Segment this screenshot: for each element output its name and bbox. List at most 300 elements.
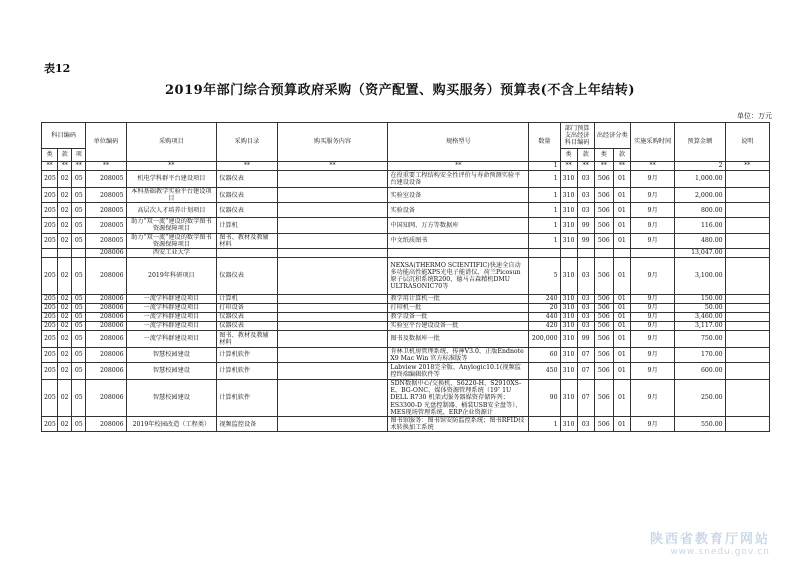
cell-qty: 240 bbox=[529, 294, 560, 303]
cell-dept-kuan: 99 bbox=[577, 330, 594, 347]
cell-gov-kuan: 01 bbox=[613, 303, 630, 312]
cell-spec bbox=[388, 248, 529, 257]
cell-amount: 550.00 bbox=[675, 417, 725, 432]
cell-amount: 250.00 bbox=[675, 380, 725, 417]
cell-xiang: 05 bbox=[72, 363, 86, 380]
marker-cell: ** bbox=[388, 162, 529, 171]
cell-catalog: 计算机软件 bbox=[217, 347, 277, 362]
cell-dept-kuan: 99 bbox=[577, 233, 594, 248]
cell-time: 9月 bbox=[630, 417, 674, 432]
cell-dept-lei: 310 bbox=[560, 363, 577, 380]
cell-gov-kuan: 01 bbox=[613, 257, 630, 294]
cell-unit-code: 208005 bbox=[86, 218, 126, 233]
cell-project: 一流学科群建设项目 bbox=[126, 321, 217, 330]
cell-gov-lei: 506 bbox=[594, 347, 613, 362]
cell-unit-code: 208006 bbox=[86, 312, 126, 321]
cell-gov-lei: 506 bbox=[594, 257, 613, 294]
cell-project: 2019年科研项目 bbox=[126, 257, 217, 294]
cell-service bbox=[277, 188, 388, 203]
cell-note bbox=[725, 321, 769, 330]
cell-dept-lei: 310 bbox=[560, 218, 577, 233]
cell-spec: 中国知网、万方等数据库 bbox=[388, 218, 529, 233]
cell-time bbox=[630, 248, 674, 257]
cell-unit-code: 208006 bbox=[86, 347, 126, 362]
cell-unit-code: 208006 bbox=[86, 257, 126, 294]
cell-project: 一流学科群建设项目 bbox=[126, 303, 217, 312]
cell-time: 9月 bbox=[630, 347, 674, 362]
cell-gov-lei: 506 bbox=[594, 233, 613, 248]
marker-cell: ** bbox=[725, 162, 769, 171]
cell-dept-kuan: 07 bbox=[577, 380, 594, 417]
cell-qty: 90 bbox=[529, 380, 560, 417]
cell-unit-code: 208006 bbox=[86, 294, 126, 303]
cell-gov-kuan: 01 bbox=[613, 330, 630, 347]
cell-dept-lei: 310 bbox=[560, 257, 577, 294]
cell-dept-kuan: 03 bbox=[577, 312, 594, 321]
cell-dept-lei bbox=[560, 248, 577, 257]
cell-gov-kuan: 01 bbox=[613, 347, 630, 362]
cell-xiang: 05 bbox=[72, 188, 86, 203]
cell-lei: 205 bbox=[42, 303, 58, 312]
cell-time: 9月 bbox=[630, 380, 674, 417]
cell-lei: 205 bbox=[42, 257, 58, 294]
cell-amount: 3,117.00 bbox=[675, 321, 725, 330]
cell-dept-lei: 310 bbox=[560, 233, 577, 248]
table-row bbox=[42, 303, 770, 312]
cell-dept-kuan bbox=[577, 248, 594, 257]
cell-note bbox=[725, 417, 769, 432]
table-body bbox=[42, 171, 770, 432]
cell-lei bbox=[42, 248, 58, 257]
cell-gov-lei: 506 bbox=[594, 188, 613, 203]
cell-lei: 205 bbox=[42, 380, 58, 417]
cell-project: 本科基础教学实验平台建设项目 bbox=[126, 188, 217, 203]
cell-spec: 实验室设备 bbox=[388, 188, 529, 203]
cell-spec: SDN数据中心/交换机、S6220-H、S2910XS-E、BG-ONC、媒体资源管理系统（19″ 1U DELL R730 机架式服务器媒资存储阵列；ES3300-D 光盘控制器、桶装USB安全盘等）、MES现场管理系统、ERP企业资源计 bbox=[388, 380, 529, 417]
cell-service bbox=[277, 171, 388, 188]
cell-project: 智慧校园建设 bbox=[126, 380, 217, 417]
cell-unit-code: 208006 bbox=[86, 321, 126, 330]
cell-dept-kuan: 03 bbox=[577, 203, 594, 218]
cell-gov-lei: 506 bbox=[594, 294, 613, 303]
cell-service bbox=[277, 218, 388, 233]
cell-dept-kuan: 03 bbox=[577, 303, 594, 312]
cell-dept-kuan: 03 bbox=[577, 257, 594, 294]
cell-note bbox=[725, 303, 769, 312]
cell-time: 9月 bbox=[630, 233, 674, 248]
marker-cell: ** bbox=[277, 162, 388, 171]
cell-amount: 800.00 bbox=[675, 203, 725, 218]
cell-time: 9月 bbox=[630, 188, 674, 203]
cell-gov-kuan: 01 bbox=[613, 188, 630, 203]
cell-unit-code: 208006 bbox=[86, 363, 126, 380]
cell-spec: 肯林卫机房管理系统、传神V3.0、正版Endnote X9 Mac Win 官方标准版等 bbox=[388, 347, 529, 362]
cell-qty: 1 bbox=[529, 218, 560, 233]
marker-cell: ** bbox=[126, 162, 217, 171]
cell-qty: 1 bbox=[529, 188, 560, 203]
table-row bbox=[42, 380, 770, 417]
cell-kuan: 02 bbox=[58, 203, 72, 218]
cell-kuan: 02 bbox=[58, 294, 72, 303]
cell-unit-code: 208005 bbox=[86, 233, 126, 248]
cell-gov-lei: 506 bbox=[594, 321, 613, 330]
site-watermark bbox=[650, 528, 770, 557]
cell-catalog: 仪器仪表 bbox=[217, 188, 277, 203]
header-spec: 规格型号 bbox=[388, 123, 529, 162]
cell-qty: 1 bbox=[529, 171, 560, 188]
cell-project: 助力“双一流”建设的数字图书资源保障项目 bbox=[126, 218, 217, 233]
cell-catalog: 图书、教材及教辅材料 bbox=[217, 233, 277, 248]
cell-gov-kuan: 01 bbox=[613, 312, 630, 321]
cell-note bbox=[725, 248, 769, 257]
cell-kuan: 02 bbox=[58, 303, 72, 312]
cell-kuan: 02 bbox=[58, 257, 72, 294]
cell-project: 一流学科群建设项目 bbox=[126, 294, 217, 303]
cell-xiang: 05 bbox=[72, 321, 86, 330]
cell-unit-code: 208006 bbox=[86, 380, 126, 417]
cell-time: 9月 bbox=[630, 203, 674, 218]
cell-xiang: 05 bbox=[72, 294, 86, 303]
cell-xiang: 05 bbox=[72, 380, 86, 417]
cell-amount: 480.00 bbox=[675, 233, 725, 248]
cell-amount: 750.00 bbox=[675, 330, 725, 347]
table-row bbox=[42, 321, 770, 330]
cell-catalog: 仪器仪表 bbox=[217, 257, 277, 294]
cell-xiang bbox=[72, 248, 86, 257]
cell-note bbox=[725, 347, 769, 362]
cell-amount: 170.00 bbox=[675, 347, 725, 362]
header-subject-code: 科目编码 bbox=[42, 123, 86, 149]
header-lei: 类 bbox=[42, 149, 58, 162]
cell-service bbox=[277, 294, 388, 303]
cell-project: 助力“双一流”建设的数字图书资源保障项目 bbox=[126, 233, 217, 248]
cell-catalog: 打印设备 bbox=[217, 303, 277, 312]
cell-catalog: 仪器仪表 bbox=[217, 171, 277, 188]
cell-lei: 205 bbox=[42, 188, 58, 203]
marker-cell: ** bbox=[594, 162, 613, 171]
cell-spec: 图书及数据库一批 bbox=[388, 330, 529, 347]
header-gov-kuan: 款 bbox=[613, 149, 630, 162]
cell-dept-lei: 310 bbox=[560, 347, 577, 362]
cell-service bbox=[277, 363, 388, 380]
header-note: 说明 bbox=[725, 123, 769, 162]
cell-spec: 打印机一批 bbox=[388, 303, 529, 312]
cell-lei: 205 bbox=[42, 363, 58, 380]
cell-xiang: 05 bbox=[72, 347, 86, 362]
cell-catalog: 仪器仪表 bbox=[217, 203, 277, 218]
cell-unit-code: 208006 bbox=[86, 248, 126, 257]
cell-time: 9月 bbox=[630, 363, 674, 380]
cell-project: 高层次人才培养计划项目 bbox=[126, 203, 217, 218]
watermark-name: 陕西省教育厅网站 bbox=[649, 532, 770, 547]
cell-lei: 205 bbox=[42, 347, 58, 362]
marker-cell: 1 bbox=[529, 162, 560, 171]
cell-qty: 440 bbox=[529, 312, 560, 321]
cell-spec: 图书馆服务：图书馆安防监控系统；图书RFID技术转换加工系统 bbox=[388, 417, 529, 432]
cell-qty: 1 bbox=[529, 203, 560, 218]
table-row bbox=[42, 171, 770, 188]
cell-dept-lei: 310 bbox=[560, 294, 577, 303]
cell-catalog: 计算机 bbox=[217, 218, 277, 233]
table-row bbox=[42, 203, 770, 218]
cell-time: 9月 bbox=[630, 218, 674, 233]
cell-service bbox=[277, 203, 388, 218]
marker-cell: ** bbox=[577, 162, 594, 171]
cell-kuan: 02 bbox=[58, 347, 72, 362]
cell-amount: 116.00 bbox=[675, 218, 725, 233]
cell-amount: 3,100.00 bbox=[675, 257, 725, 294]
cell-kuan: 02 bbox=[58, 417, 72, 432]
cell-service bbox=[277, 257, 388, 294]
summary-row bbox=[42, 248, 770, 257]
cell-dept-lei: 310 bbox=[560, 188, 577, 203]
cell-qty: 420 bbox=[529, 321, 560, 330]
cell-spec: Labview 2018完全版、Anylogic10.1(视频监控终端编辑软件等 bbox=[388, 363, 529, 380]
cell-kuan: 02 bbox=[58, 233, 72, 248]
cell-spec: 实验设备 bbox=[388, 203, 529, 218]
cell-kuan: 02 bbox=[58, 218, 72, 233]
cell-gov-kuan: 01 bbox=[613, 363, 630, 380]
header-catalog: 采购目录 bbox=[217, 123, 277, 162]
cell-dept-lei: 310 bbox=[560, 203, 577, 218]
cell-xiang: 05 bbox=[72, 171, 86, 188]
header-unit-code: 单位编码 bbox=[86, 123, 126, 162]
cell-project: 一流学科群建设项目 bbox=[126, 312, 217, 321]
header-amount: 预算金额 bbox=[675, 123, 725, 162]
cell-gov-lei: 506 bbox=[594, 171, 613, 188]
cell-dept-lei: 310 bbox=[560, 312, 577, 321]
cell-qty: 60 bbox=[529, 347, 560, 362]
cell-service bbox=[277, 233, 388, 248]
cell-amount: 3,460.00 bbox=[675, 312, 725, 321]
cell-dept-lei: 310 bbox=[560, 417, 577, 432]
cell-service bbox=[277, 380, 388, 417]
cell-gov-kuan: 01 bbox=[613, 417, 630, 432]
marker-cell: ** bbox=[42, 162, 58, 171]
cell-project: 2019年校园改造（工程类） bbox=[126, 417, 217, 432]
cell-kuan bbox=[58, 248, 72, 257]
table-row bbox=[42, 233, 770, 248]
cell-catalog: 视频监控设备 bbox=[217, 417, 277, 432]
cell-gov-lei: 506 bbox=[594, 417, 613, 432]
marker-cell: ** bbox=[560, 162, 577, 171]
header-dept-code: 部门预算支出经济科目编码 bbox=[560, 123, 594, 149]
cell-xiang: 05 bbox=[72, 312, 86, 321]
cell-gov-lei: 506 bbox=[594, 203, 613, 218]
marker-cell: ** bbox=[630, 162, 674, 171]
cell-spec: 教学用计算机一批 bbox=[388, 294, 529, 303]
header-kuan: 款 bbox=[58, 149, 72, 162]
cell-qty: 20 bbox=[529, 303, 560, 312]
cell-gov-kuan: 01 bbox=[613, 171, 630, 188]
cell-note bbox=[725, 257, 769, 294]
cell-time: 9月 bbox=[630, 171, 674, 188]
cell-unit-code: 208005 bbox=[86, 203, 126, 218]
table-row bbox=[42, 294, 770, 303]
cell-note bbox=[725, 312, 769, 321]
marker-cell: ** bbox=[217, 162, 277, 171]
table-row bbox=[42, 218, 770, 233]
table-number-label: 表12 bbox=[44, 62, 71, 75]
cell-qty bbox=[529, 248, 560, 257]
cell-service bbox=[277, 347, 388, 362]
cell-unit-code: 208006 bbox=[86, 330, 126, 347]
header-dept-kuan: 款 bbox=[577, 149, 594, 162]
header-gov-lei: 类 bbox=[594, 149, 613, 162]
cell-kuan: 02 bbox=[58, 380, 72, 417]
cell-note bbox=[725, 218, 769, 233]
cell-gov-kuan: 01 bbox=[613, 233, 630, 248]
marker-cell: ** bbox=[86, 162, 126, 171]
table-row bbox=[42, 363, 770, 380]
table-row bbox=[42, 417, 770, 432]
cell-kuan: 02 bbox=[58, 363, 72, 380]
cell-kuan: 02 bbox=[58, 330, 72, 347]
cell-dept-kuan: 03 bbox=[577, 188, 594, 203]
cell-kuan: 02 bbox=[58, 312, 72, 321]
cell-note bbox=[725, 171, 769, 188]
cell-gov-kuan bbox=[613, 248, 630, 257]
cell-qty: 1 bbox=[529, 417, 560, 432]
table-row bbox=[42, 330, 770, 347]
cell-spec: 教学设备一批 bbox=[388, 312, 529, 321]
cell-catalog: 仪器仪表 bbox=[217, 312, 277, 321]
header-project: 采购项目 bbox=[126, 123, 217, 162]
cell-time: 9月 bbox=[630, 330, 674, 347]
marker-cell: 2 bbox=[675, 162, 725, 171]
cell-time: 9月 bbox=[630, 312, 674, 321]
cell-gov-lei bbox=[594, 248, 613, 257]
cell-time: 9月 bbox=[630, 257, 674, 294]
marker-row bbox=[42, 162, 770, 171]
cell-project: 西安工业大学 bbox=[126, 248, 217, 257]
cell-xiang: 05 bbox=[72, 303, 86, 312]
cell-xiang: 05 bbox=[72, 330, 86, 347]
cell-amount: 2,000.00 bbox=[675, 188, 725, 203]
cell-catalog: 图书、教材及教辅材料 bbox=[217, 330, 277, 347]
cell-dept-kuan: 03 bbox=[577, 321, 594, 330]
cell-service bbox=[277, 330, 388, 347]
cell-catalog: 计算机 bbox=[217, 294, 277, 303]
cell-gov-kuan: 01 bbox=[613, 380, 630, 417]
watermark-url: www.snedu.gov.cn bbox=[670, 547, 770, 557]
procurement-budget-table bbox=[41, 122, 770, 432]
cell-gov-lei: 506 bbox=[594, 330, 613, 347]
cell-xiang: 05 bbox=[72, 203, 86, 218]
cell-lei: 205 bbox=[42, 417, 58, 432]
header-dept-lei: 类 bbox=[560, 149, 577, 162]
cell-unit-code: 208006 bbox=[86, 417, 126, 432]
cell-dept-kuan: 07 bbox=[577, 363, 594, 380]
cell-xiang: 05 bbox=[72, 417, 86, 432]
cell-qty: 450 bbox=[529, 363, 560, 380]
cell-amount: 600.00 bbox=[675, 363, 725, 380]
cell-dept-kuan: 07 bbox=[577, 347, 594, 362]
cell-dept-lei: 310 bbox=[560, 380, 577, 417]
table-header bbox=[42, 123, 770, 171]
cell-qty: 1 bbox=[529, 233, 560, 248]
cell-unit-code: 208005 bbox=[86, 188, 126, 203]
cell-amount: 1,000.00 bbox=[675, 171, 725, 188]
cell-catalog: 计算机软件 bbox=[217, 380, 277, 417]
cell-note bbox=[725, 363, 769, 380]
cell-note bbox=[725, 380, 769, 417]
cell-qty: 200,000 bbox=[529, 330, 560, 347]
cell-lei: 205 bbox=[42, 330, 58, 347]
cell-kuan: 02 bbox=[58, 188, 72, 203]
cell-dept-lei: 310 bbox=[560, 330, 577, 347]
header-qty: 数量 bbox=[529, 123, 560, 162]
cell-amount: 13,047.00 bbox=[675, 248, 725, 257]
cell-gov-kuan: 01 bbox=[613, 203, 630, 218]
cell-project: 智慧校园建设 bbox=[126, 363, 217, 380]
cell-xiang: 05 bbox=[72, 257, 86, 294]
cell-gov-lei: 506 bbox=[594, 363, 613, 380]
cell-lei: 205 bbox=[42, 294, 58, 303]
cell-gov-lei: 506 bbox=[594, 303, 613, 312]
cell-lei: 205 bbox=[42, 321, 58, 330]
cell-lei: 205 bbox=[42, 312, 58, 321]
unit-label: 单位：万元 bbox=[737, 112, 772, 120]
header-service: 购买服务内容 bbox=[277, 123, 388, 162]
cell-dept-kuan: 03 bbox=[577, 171, 594, 188]
table-row bbox=[42, 188, 770, 203]
cell-service bbox=[277, 417, 388, 432]
cell-dept-lei: 310 bbox=[560, 171, 577, 188]
cell-note bbox=[725, 233, 769, 248]
cell-dept-lei: 310 bbox=[560, 303, 577, 312]
header-time: 实施采购时间 bbox=[630, 123, 674, 162]
cell-lei: 205 bbox=[42, 233, 58, 248]
cell-amount: 150.00 bbox=[675, 294, 725, 303]
cell-spec: 实验室平台建设设备一批 bbox=[388, 321, 529, 330]
cell-lei: 205 bbox=[42, 171, 58, 188]
cell-kuan: 02 bbox=[58, 171, 72, 188]
cell-catalog: 仪器仪表 bbox=[217, 321, 277, 330]
cell-unit-code: 208005 bbox=[86, 171, 126, 188]
cell-gov-lei: 506 bbox=[594, 312, 613, 321]
cell-note bbox=[725, 294, 769, 303]
cell-note bbox=[725, 330, 769, 347]
cell-gov-kuan: 01 bbox=[613, 321, 630, 330]
cell-time: 9月 bbox=[630, 294, 674, 303]
cell-dept-kuan: 99 bbox=[577, 218, 594, 233]
header-xiang: 项 bbox=[72, 149, 86, 162]
cell-note bbox=[725, 203, 769, 218]
cell-catalog bbox=[217, 248, 277, 257]
cell-spec: 中文纸质图书 bbox=[388, 233, 529, 248]
marker-cell: ** bbox=[72, 162, 86, 171]
cell-qty: 5 bbox=[529, 257, 560, 294]
cell-amount: 50.00 bbox=[675, 303, 725, 312]
cell-service bbox=[277, 312, 388, 321]
cell-catalog: 计算机软件 bbox=[217, 363, 277, 380]
marker-cell: ** bbox=[613, 162, 630, 171]
cell-service bbox=[277, 248, 388, 257]
cell-gov-kuan: 01 bbox=[613, 294, 630, 303]
cell-service bbox=[277, 303, 388, 312]
cell-time: 9月 bbox=[630, 321, 674, 330]
cell-dept-kuan: 03 bbox=[577, 294, 594, 303]
table-row bbox=[42, 257, 770, 294]
cell-lei: 205 bbox=[42, 218, 58, 233]
cell-dept-kuan: 03 bbox=[577, 417, 594, 432]
cell-dept-lei: 310 bbox=[560, 321, 577, 330]
page-title: 2019年部门综合预算政府采购（资产配置、购买服务）预算表(不含上年结转) bbox=[165, 83, 635, 98]
cell-project: 一流学科群建设项目 bbox=[126, 330, 217, 347]
cell-unit-code: 208006 bbox=[86, 303, 126, 312]
cell-spec: NEXSA(THERMO SCIENTIFIC)快速全自动多功能高性能XPS光电子能谱仪、荷兰Picosun原子层沉积系统R200、德马吉森精机DMU ULTRASONIC70等 bbox=[388, 257, 529, 294]
